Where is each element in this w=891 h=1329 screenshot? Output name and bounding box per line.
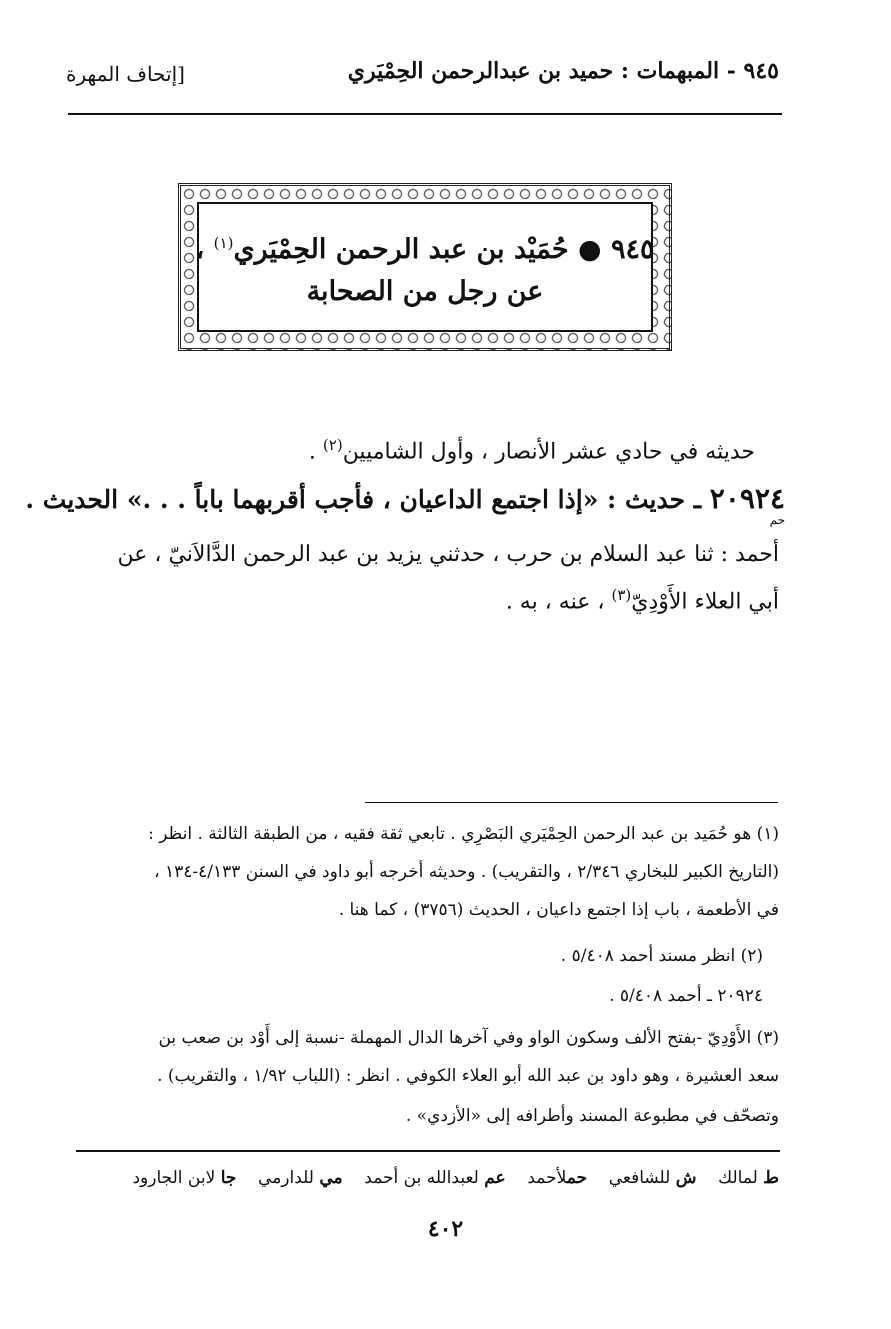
- abbr-item: [364, 1168, 505, 1188]
- abbr-item: [132, 1168, 236, 1188]
- abbr-item: [527, 1168, 587, 1188]
- isnad-line-2: [506, 580, 779, 617]
- footnote-ref-2: (٢): [322, 436, 343, 454]
- title-box: [197, 202, 653, 332]
- key-divider: [76, 1150, 780, 1152]
- intro-tail: .: [308, 439, 323, 465]
- running-header-title: ٩٤٥ - المبهمات : حميد بن عبدالرحمن الحِمْيَري: [347, 58, 779, 84]
- abbr-code: مي: [319, 1168, 343, 1188]
- isnad-line-1: أحمد : ثنا عبد السلام بن حرب ، حدثني يزيد بن عبد الرحمن الدَّالاَنيّ ، عن: [117, 542, 779, 567]
- footnote-2: (٢) انظر مسند أحمد ٥/٤٠٨ .: [560, 946, 763, 966]
- abbr-code: حم: [566, 1168, 588, 1188]
- abbr-code: عم: [484, 1168, 506, 1188]
- footnote-ref-3: (٣): [611, 586, 632, 604]
- abbr-item: [718, 1168, 779, 1188]
- entry-title-text: ٩٤٥ ● حُمَيْد بن عبد الرحمن الحِمْيَري: [233, 233, 655, 265]
- abbreviation-key: [132, 1168, 779, 1188]
- abbr-desc: للشافعي: [608, 1168, 676, 1188]
- footnote-3-line-1: (٣) الأَوْدِيّ -بفتح الألف وسكون الواو وفي آخرها الدال المهملة -نسبة إلى أَوْد بن صعب بن: [158, 1028, 779, 1048]
- entry-title-line1: [196, 222, 655, 271]
- isnad-tail: ، عنه ، به .: [505, 589, 612, 615]
- ornamental-title-frame: [178, 183, 672, 351]
- source-siglum: حم: [769, 513, 785, 527]
- footnote-divider: [365, 802, 778, 803]
- hadith-heading: [25, 482, 785, 515]
- header-divider: [68, 113, 782, 115]
- abbr-desc: لأحمد: [527, 1168, 567, 1188]
- abbr-desc: للدارمي: [258, 1168, 320, 1188]
- footnote-1-line-2: (التاريخ الكبير للبخاري ٢/٣٤٦ ، والتقريب) . وحديثه أخرجه أبو داود في السنن ٤/١٣٣-١٣٤ ،: [154, 862, 779, 882]
- entry-title-line2: عن رجل من الصحابة: [306, 275, 544, 307]
- running-header-book: [إتحاف المهرة: [66, 62, 185, 86]
- intro-line: [309, 430, 755, 467]
- footnote-3-line-3: وتصحّف في مطبوعة المسند وأطرافه إلى «الأزدي» .: [405, 1106, 779, 1126]
- abbr-desc: لعبدالله بن أحمد: [364, 1168, 485, 1188]
- footnote-1-line-3: في الأطعمة ، باب إذا اجتمع داعيان ، الحديث (٣٧٥٦) ، كما هنا .: [338, 900, 779, 920]
- page-number: ٤٠٢: [427, 1216, 464, 1242]
- footnote-1-line-1: (١) هو حُمَيد بن عبد الرحمن الحِمْيَري البَصْرِي . تابعي ثقة فقيه ، من الطبقة الثالثة . انظر :: [148, 824, 779, 844]
- footnote-ref-1: (١): [213, 233, 234, 252]
- abbr-code: ش: [675, 1168, 697, 1188]
- intro-text: حديثه في حادي عشر الأنصار ، وأول الشاميين: [342, 439, 755, 465]
- abbr-item: [258, 1168, 343, 1188]
- footnote-3-line-2: سعد العشيرة ، وهو داود بن عبد الله أبو العلاء الكوفي . انظر : (اللباب ١/٩٢ ، والتقريب) .: [157, 1066, 779, 1086]
- hadith-number: ٢٠٩٢٤: [709, 482, 785, 515]
- hadith-text: ـ حديث : «إذا اجتمع الداعيان ، فأجب أقربهما باباً . . .» الحديث .: [25, 485, 710, 514]
- abbr-code: ط: [763, 1168, 779, 1188]
- abbr-desc: لمالك: [718, 1168, 764, 1188]
- abbr-code: جا: [220, 1168, 237, 1188]
- abbr-item: [609, 1168, 697, 1188]
- abbr-desc: لابن الجارود: [132, 1168, 221, 1188]
- footnote-hadith-ref: ٢٠٩٢٤ ـ أحمد ٥/٤٠٨ .: [609, 986, 763, 1006]
- entry-title-tail: ،: [195, 233, 214, 265]
- isnad-narrator: أبي العلاء الأَوْدِيّ: [631, 589, 779, 615]
